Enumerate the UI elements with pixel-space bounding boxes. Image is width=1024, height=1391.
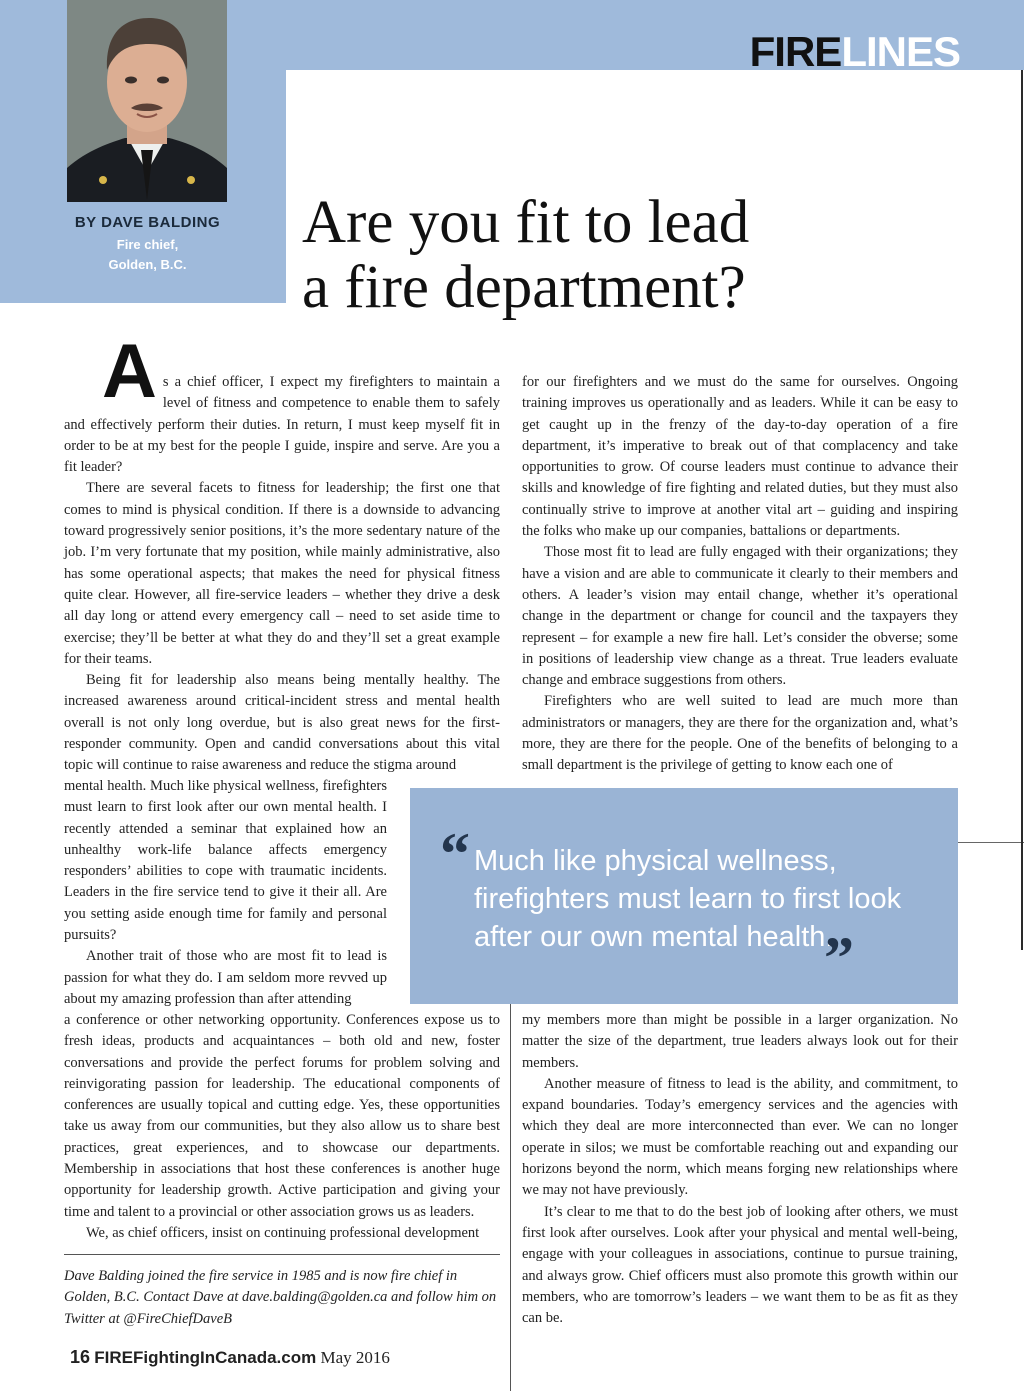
paragraph: Firefighters who are well suited to lead are much more than administrators or managers, they are there for the organization and, what’s more, they are there for the people. One of the benefits of belonging to a small department is the privilege of getting to know each one of xyxy=(522,693,958,774)
left-column-narrow xyxy=(64,776,387,1010)
headline-line-1: Are you fit to lead xyxy=(302,189,750,256)
drop-cap: A xyxy=(102,329,157,414)
masthead-lines: LINES xyxy=(841,28,960,70)
paragraph: mental health. Much like physical wellness, firefighters must learn to first look after our own mental health. I recently attended a seminar that explained how an unhealthy work-life balance affects emergency responders’ abilities to cope with traumatic incidents. Leaders in the fire service tend to give it their all. Are you setting aside enough time for family and personal pursuits? xyxy=(64,778,387,944)
paragraph: Being fit for leadership also means being mentally healthy. The increased awareness around critical-incident stress and mental health overall is not only long overdue, but is also great news for the first-responder community. Open and candid conversations about this vital topic will continue to raise awareness and reduce the stigma around xyxy=(64,672,500,774)
paragraph: for our firefighters and we must do the same for ourselves. Ongoing training improves us operationally and as leaders. While it can be easy to get caught up in the frenzy of the day-to-day operation of a fire department, it’s imperative to break out of that complacency and take opportunities to grow. Of course leaders must continue to advance their skills and knowledge of fire fighting and related duties, but they must also continually strive to improve at another vital art – guiding and inspiring the folks who make up our companies, battalions or departments. xyxy=(522,374,958,540)
headline-line-2: a fire department? xyxy=(302,254,746,321)
close-quote-icon: ” xyxy=(824,925,854,991)
paragraph: Another measure of fitness to lead is the ability, and commitment, to expand boundaries. Today’s emergency services and the agencies with which they deal are more interconnected than ever. We can no longer operate in silos; we must be comfortable reaching out and expanding our horizons beyond the norm, which means forging new relationships where we may not have previously. xyxy=(522,1075,958,1199)
author-role xyxy=(55,235,240,275)
right-column-top xyxy=(522,372,958,777)
paragraph: It’s clear to me that to do the best job of looking after others, we must first look after ourselves. Look after your physical and mental well-being, engage with your colleagues in associations, continue to pursue training, and always grow. Chief officers must also promote this growth within our members, who are tomorrow’s leaders – we want them to be as fit as they can be. xyxy=(522,1203,958,1327)
author-location: Golden, B.C. xyxy=(108,257,187,272)
paragraph: There are several facets to fitness for leadership; the first one that comes to mind is physical condition. If there is a downside to advancing toward progressively senior positions, it’s the more sedentary nature of the job. I’m very fortunate that my position, while mainly administrative, also has some operational aspects; that makes the need for physical fitness quite clear. However, all fire-service leaders – whether they drive a desk all day long or attend every emergency call – need to set aside time to exercise; they’ll be better at what they do and they’ll set a great example for their teams. xyxy=(64,480,500,667)
column-divider xyxy=(510,1004,511,1391)
byline xyxy=(55,214,240,275)
author-portrait-image xyxy=(67,0,227,202)
paragraph: Another trait of those who are most fit to lead is passion for what they do. I am seldom more revved up about my amazing profession than after attending xyxy=(64,948,387,1007)
left-column-top xyxy=(64,329,500,777)
paragraph: a conference or other networking opportunity. Conferences expose us to fresh ideas, products and acquaintances – both old and new, foster conversations and provide the perfect forums for problem solving and reinvigorating passion for leadership. The educational components of conferences are usually topical and cutting edge. Yes, these opportunities take us away from our communities, but they also allow us to share best practices, great experiences, and to showcase our departments. Membership in associations that host these conferences is another huge opportunity for leadership growth. Active participation and giving your time and talent to a provincial or other association grows us as leaders. xyxy=(64,1012,500,1220)
author-photo xyxy=(67,0,227,202)
article-headline xyxy=(302,190,942,320)
section-masthead xyxy=(750,28,960,70)
divider-rule xyxy=(958,842,1024,843)
author-name: BY DAVE BALDING xyxy=(74,214,221,231)
issue-date: May 2016 xyxy=(320,1348,390,1367)
paragraph: my members more than might be possible in a larger organization. No matter the size of the department, true leaders always look out for their members. xyxy=(522,1012,958,1071)
author-bio: Dave Balding joined the fire service in 1985 and is now fire chief in Golden, B.C. Contact Dave at dave.balding@golden.ca and follow him on Twitter at @FireChiefDaveB xyxy=(64,1268,497,1327)
paragraph: Those most fit to lead are fully engaged with their organizations; they have a vision and are able to communicate it clearly to their members and others. A leader’s vision may entail change, whether it’s operational change in the department or change for council and the taxpayers they represent – for example a new fire hall. Let’s consider the obverse; some in positions of leadership view change as a threat. True leaders evaluate change and embrace suggestions from others. xyxy=(522,544,958,689)
page-footer xyxy=(70,1347,390,1368)
publication-site: FIREFightingInCanada.com xyxy=(94,1348,317,1367)
pull-quote-text: Much like physical wellness, firefighters must learn to first look after our own mental health. xyxy=(474,845,902,953)
page-number: 16 xyxy=(70,1347,91,1367)
right-column-bottom xyxy=(522,1010,958,1329)
paragraph: We, as chief officers, insist on continuing professional development xyxy=(86,1224,480,1241)
masthead-fire: FIRE xyxy=(749,28,842,70)
pull-quote xyxy=(410,788,958,1004)
author-title: Fire chief, xyxy=(116,237,179,252)
left-column-bottom xyxy=(64,1010,500,1244)
page-edge-line xyxy=(1021,70,1023,950)
bio-divider xyxy=(64,1254,500,1255)
open-quote-icon: “ xyxy=(440,821,470,887)
paragraph-1-wrap xyxy=(64,329,500,478)
paragraph: s a chief officer, I expect my firefighters to maintain a level of fitness and competence to enable them to safely and effectively perform their duties. In return, I must keep myself fit in order to be at my best for the people I guide, inspire and serve. Are you a fit leader? xyxy=(64,374,500,476)
